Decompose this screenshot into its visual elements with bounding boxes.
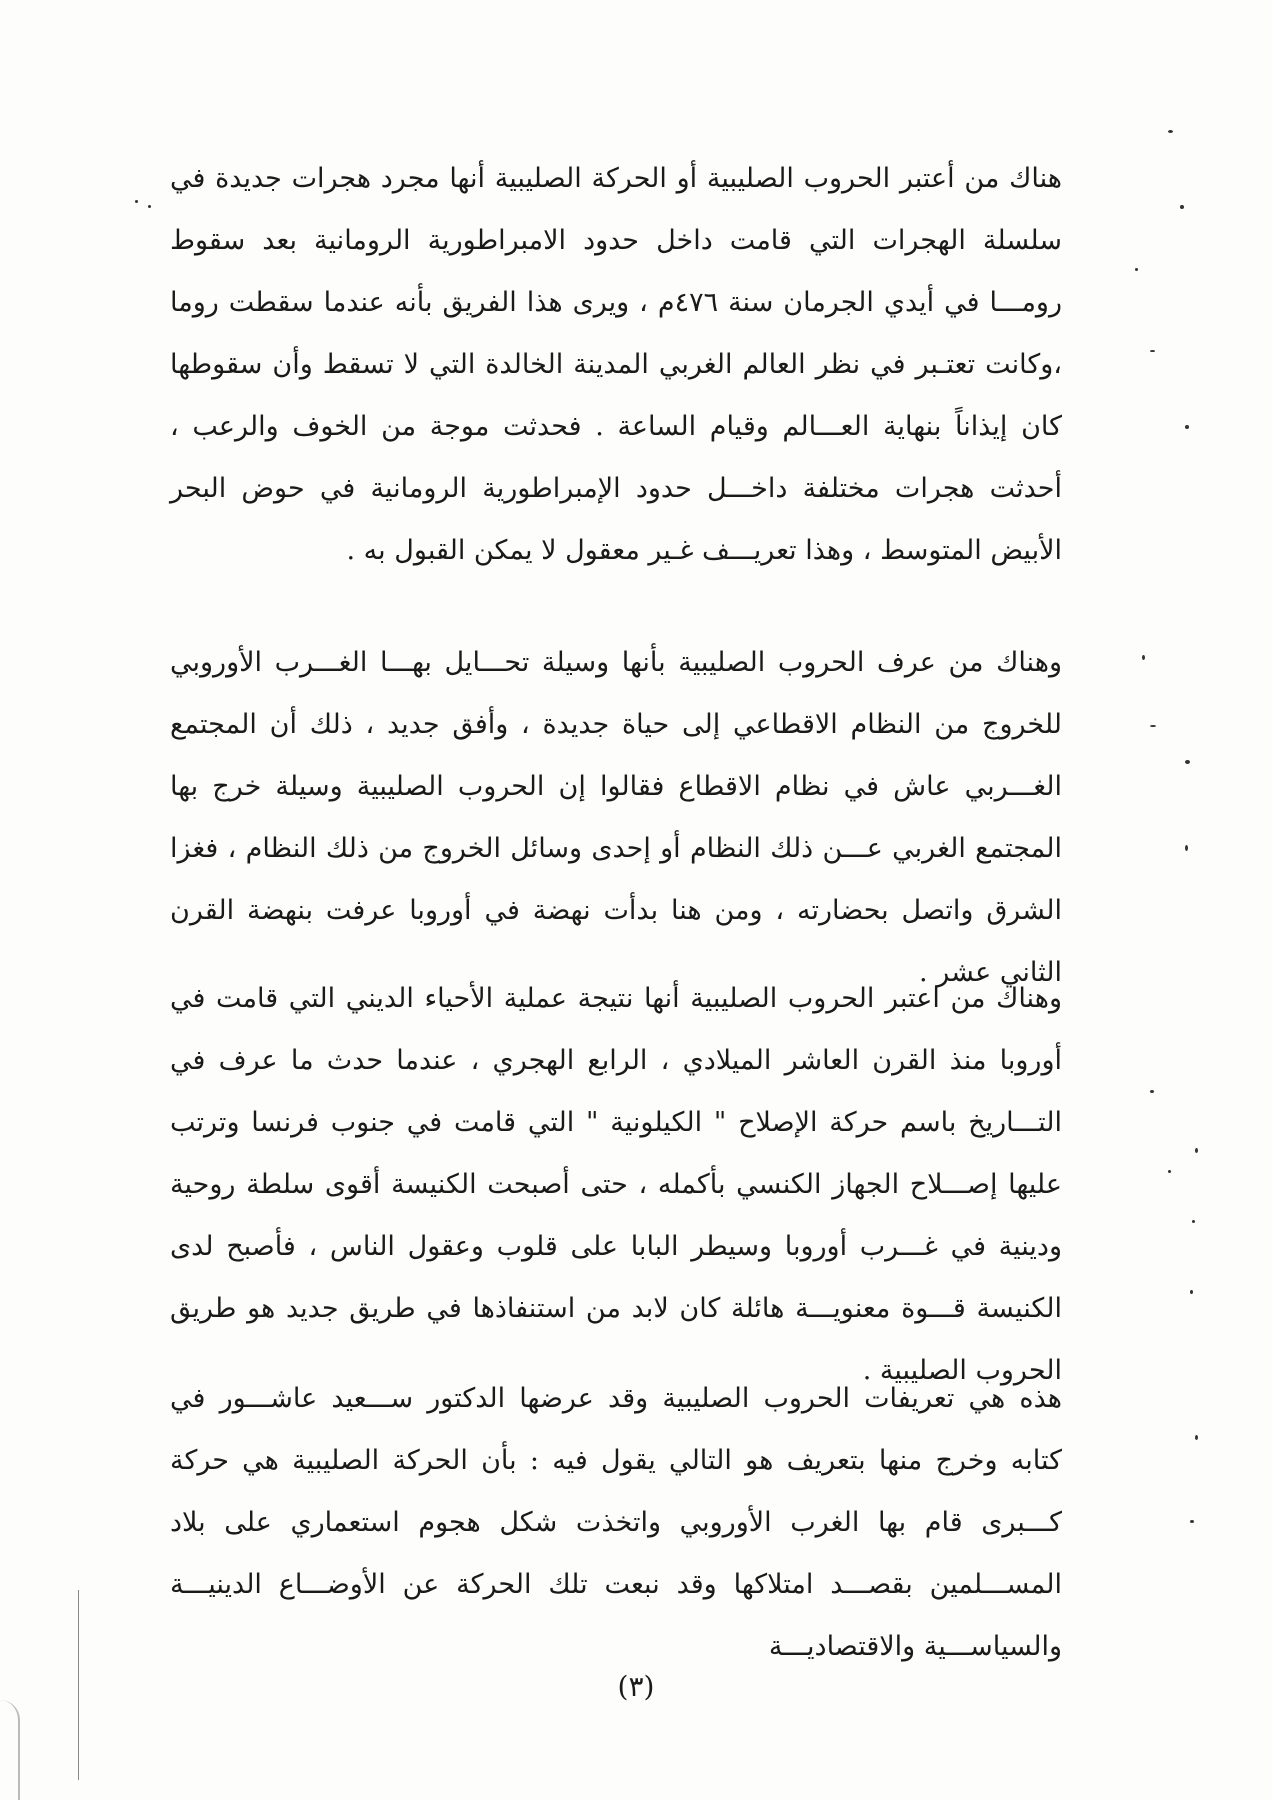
paragraph-1: هناك من أعتبر الحروب الصليبية أو الحركة الصليبية أنها مجرد هجرات جديدة في سلسلة الهجرات التي قامت داخل حدود الامبراطورية الرومانية بعد سقوط رومـــا في أيدي الجرمان سنة ٤٧٦م ، ويرى هذا الفريق بأنه عندما سقطت روما ،وكانت تعتـبر في نظر العالم الغربي المدينة الخالدة التي لا تسقط وأن سقوطها كان إيذاناً بنهاية العـــالم وقيام الساعة . فحدثت موجة من الخوف والرعب ، أحدثت هجرات مختلفة داخـــل حدود الإمبراطورية الرومانية في حوض البحر الأبيض المتوسط ، وهذا تعريـــف غـير معقول لا يمكن القبول به . (170, 163, 1062, 566)
scan-speck (135, 200, 138, 203)
scan-speck (1190, 1520, 1194, 1523)
paragraph-4: هذه هي تعريفات الحروب الصليبية وقد عرضها الدكتور ســـعيد عاشـــور في كتابه وخرج منها بتعريف هو التالي يقول فيه : بأن الحركة الصليبية هي حركة كـــبرى قام بها الغرب الأوروبي واتخذت شكل هجوم استعماري على بلاد المســـلمين بقصـــد امتلاكها وقد نبعت تلك الحركة عن الأوضـــاع الدينيـــة والسياســـية والاقتصاديـــة (170, 1383, 1062, 1662)
left-margin-mark (78, 1590, 79, 1780)
scan-speck (1195, 1148, 1198, 1153)
page-number: (٣) (617, 1670, 655, 1703)
scan-speck (1168, 1170, 1171, 1173)
paragraph-3: وهناك من اعتبر الحروب الصليبية أنها نتيجة عملية الأحياء الديني التي قامت في أوروبا منذ القرن العاشر الميلادي ، الرابع الهجري ، عندما حدث ما عرف في التـــاريخ باسم حركة الإصلاح " الكيلونية " التي قامت في جنوب فرنسا وترتب عليها إصـــلاح الجهاز الكنسي بأكمله ، حتى أصبحت الكنيسة أقوى سلطة روحية ودينية في غـــرب أوروبا وسيطر البابا على قلوب وعقول الناس ، فأصبح لدى الكنيسة قـــوة معنويـــة هائلة كان لابد من استنفاذها في طريق جديد هو طريق الحروب الصليبية . (170, 983, 1062, 1386)
scan-speck (1195, 1435, 1198, 1440)
scan-speck (1192, 1220, 1195, 1223)
scan-speck (1185, 845, 1188, 851)
scan-edge (0, 1700, 20, 1800)
scan-speck (1135, 268, 1138, 271)
scan-speck (1150, 1090, 1154, 1093)
scan-speck (1150, 725, 1156, 727)
scan-speck (1190, 1290, 1193, 1294)
scan-speck (1168, 130, 1173, 133)
scan-speck (1185, 425, 1189, 429)
paragraph-2: وهناك من عرف الحروب الصليبية بأنها وسيلة تحـــايل بهـــا الغـــرب الأوروبي للخروج من النظام الاقطاعي إلى حياة جديدة ، وأفق جديد ، ذلك أن المجتمع الغـــربي عاش في نظام الاقطاع فقالوا إن الحروب الصليبية وسيلة خرج بها المجتمع الغربي عـــن ذلك النظام أو إحدى وسائل الخروج من ذلك النظام ، فغزا الشرق واتصل بحضارته ، ومن هنا بدأت نهضة في أوروبا عرفت بنهضة القرن الثاني عشر . (170, 647, 1062, 988)
scan-speck (148, 205, 151, 208)
scan-speck (1185, 760, 1190, 764)
scan-speck (1142, 655, 1145, 660)
scan-speck (1180, 205, 1184, 209)
scan-speck (1150, 350, 1155, 352)
